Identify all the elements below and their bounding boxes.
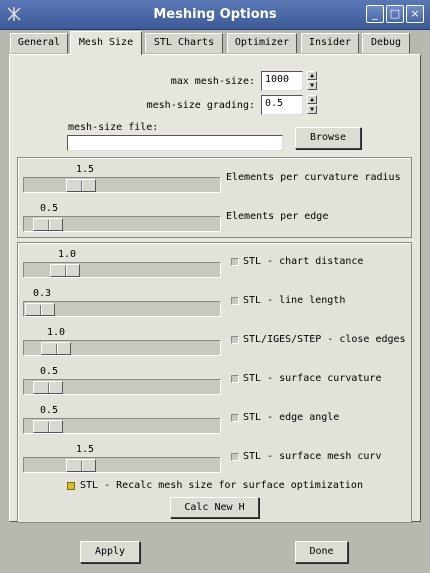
max-mesh-size-up[interactable]: ▲: [307, 71, 317, 80]
slider-value: 0.5: [40, 366, 59, 377]
done-button[interactable]: Done: [295, 541, 348, 563]
max-mesh-size-label: max mesh-size:: [170, 76, 255, 87]
grading-input[interactable]: 0.5: [261, 95, 303, 115]
stl-chart-distance-slider[interactable]: [23, 262, 221, 278]
stl-surface-mesh-curv-checkbox[interactable]: [231, 453, 239, 461]
slider-thumb[interactable]: [33, 218, 63, 231]
stl-chart-distance-checkbox[interactable]: [231, 258, 239, 266]
stl-close-edges-slider[interactable]: [23, 340, 221, 356]
stl-surface-curvature-checkbox[interactable]: [231, 375, 239, 383]
slider-thumb[interactable]: [25, 303, 55, 316]
grading-up[interactable]: ▲: [307, 95, 317, 104]
stl-close-edges-label: STL/IGES/STEP - close edges: [243, 334, 406, 345]
slider-value: 0.5: [40, 203, 59, 214]
max-mesh-size-down[interactable]: ▼: [307, 81, 317, 90]
stl-chart-distance-label: STL - chart distance: [243, 256, 364, 267]
tab-optimizer[interactable]: Optimizer: [227, 33, 297, 53]
apply-button[interactable]: Apply: [80, 541, 140, 563]
curvature-label: Elements per curvature radius: [226, 172, 401, 183]
max-mesh-size-input[interactable]: 1000: [261, 71, 303, 91]
close-button[interactable]: ×: [406, 5, 424, 23]
tab-stl-charts[interactable]: STL Charts: [145, 33, 223, 53]
browse-button[interactable]: Browse: [295, 127, 361, 149]
stl-edge-angle-label: STL - edge angle: [243, 412, 340, 423]
grading-label: mesh-size grading:: [146, 100, 255, 111]
curvature-slider[interactable]: [23, 177, 221, 193]
grading-down[interactable]: ▼: [307, 105, 317, 114]
stl-line-length-label: STL - line length: [243, 295, 346, 306]
minimize-button[interactable]: _: [366, 5, 384, 23]
slider-thumb[interactable]: [50, 264, 80, 277]
stl-line-length-checkbox[interactable]: [231, 297, 239, 305]
tab-debug[interactable]: Debug: [362, 33, 410, 53]
tab-insider[interactable]: Insider: [301, 33, 359, 53]
maximize-button[interactable]: □: [386, 5, 404, 23]
elements-per-edge-slider[interactable]: [23, 216, 221, 232]
tab-general[interactable]: General: [10, 33, 68, 53]
slider-value: 1.0: [58, 249, 77, 260]
recalc-checkbox[interactable]: [67, 482, 75, 490]
tab-mesh-size[interactable]: Mesh Size: [70, 31, 142, 55]
stl-surface-curvature-label: STL - surface curvature: [243, 373, 382, 384]
mesh-size-file-label: mesh-size file:: [68, 122, 159, 133]
slider-value: 1.5: [76, 164, 95, 175]
mesh-size-file-input[interactable]: [67, 135, 283, 151]
slider-thumb[interactable]: [41, 342, 71, 355]
slider-value: 1.5: [76, 444, 95, 455]
slider-value: 0.5: [40, 405, 59, 416]
slider-thumb[interactable]: [33, 381, 63, 394]
calc-new-h-button[interactable]: Calc New H: [170, 497, 259, 518]
window-title: Meshing Options: [153, 7, 277, 22]
title-bar[interactable]: [0, 0, 430, 30]
stl-surface-mesh-curv-slider[interactable]: [23, 457, 221, 473]
stl-surface-mesh-curv-label: STL - surface mesh curv: [243, 451, 382, 462]
slider-thumb[interactable]: [66, 459, 96, 472]
elements-per-edge-label: Elements per edge: [226, 211, 329, 222]
recalc-label: STL - Recalc mesh size for surface optimization: [80, 480, 363, 491]
stl-edge-angle-checkbox[interactable]: [231, 414, 239, 422]
stl-edge-angle-slider[interactable]: [23, 418, 221, 434]
slider-value: 1.0: [47, 327, 66, 338]
slider-thumb[interactable]: [33, 420, 63, 433]
stl-close-edges-checkbox[interactable]: [231, 336, 239, 344]
slider-value: 0.3: [33, 288, 52, 299]
stl-line-length-slider[interactable]: [23, 301, 221, 317]
slider-thumb[interactable]: [66, 179, 96, 192]
stl-surface-curvature-slider[interactable]: [23, 379, 221, 395]
